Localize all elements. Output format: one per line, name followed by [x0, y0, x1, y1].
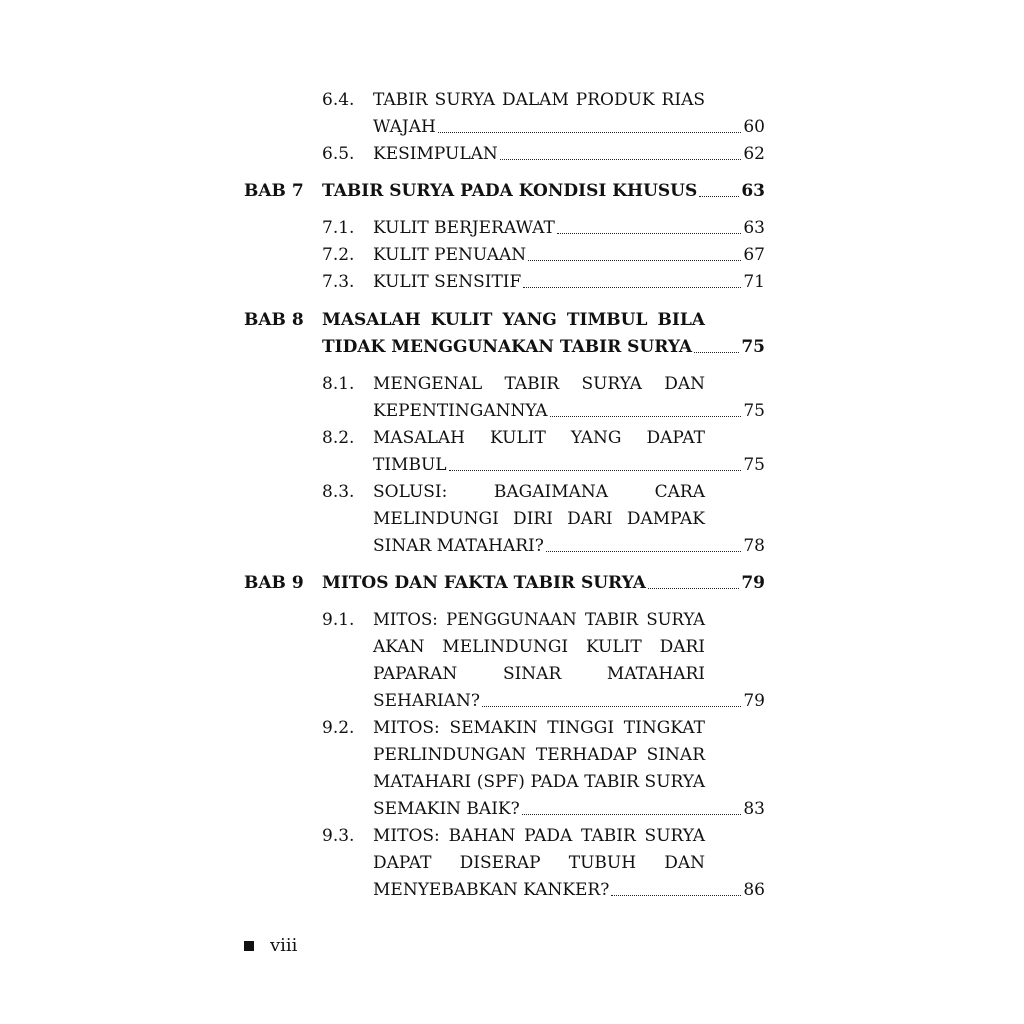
section-number: 9.2. [322, 718, 355, 738]
section-number: 7.2. [322, 245, 355, 265]
chapter-title-line: TIDAK MENGGUNAKAN TABIR SURYA [322, 337, 693, 357]
section-title-leader [373, 243, 765, 267]
section-title-line: MITOS: SEMAKIN TINGGI TINGKAT [373, 718, 705, 738]
chapter-label: BAB 9 [244, 573, 304, 593]
dot-leader [528, 260, 741, 261]
section-title-leader [373, 399, 765, 423]
section-title-line: AKAN MELINDUNGI KULIT DARI [373, 637, 705, 657]
section-number: 6.4. [322, 90, 355, 110]
section-number: 6.5. [322, 144, 355, 164]
chapter-title: TABIR SURYA PADA KONDISI KHUSUS [322, 181, 698, 201]
section-title-leader [373, 142, 765, 166]
section-number: 7.3. [322, 272, 355, 292]
section-title: KULIT PENUAAN [373, 245, 527, 265]
square-bullet-icon [244, 941, 254, 951]
section-number: 7.1. [322, 218, 355, 238]
chapter-title: MITOS DAN FAKTA TABIR SURYA [322, 573, 646, 593]
dot-leader [611, 895, 741, 896]
section-title-line: SEHARIAN? [373, 691, 480, 711]
page-number: 79 [741, 573, 765, 593]
dot-leader [482, 706, 741, 707]
chapter-title-leader [322, 179, 765, 203]
section-number: 8.2. [322, 428, 355, 448]
section-title-leader [373, 689, 765, 713]
dot-leader [694, 352, 739, 353]
page-number: 60 [743, 117, 765, 137]
page-number: 63 [741, 181, 765, 201]
section-title-line: SOLUSI: BAGAIMANA CARA [373, 482, 705, 502]
section-title-line: MITOS: PENGGUNAAN TABIR SURYA [373, 610, 705, 629]
section-title-line: TABIR SURYA DALAM PRODUK RIAS [373, 90, 705, 110]
section-title-leader [373, 270, 765, 294]
section-title-line: MASALAH KULIT YANG DAPAT [373, 428, 705, 448]
dot-leader [500, 159, 742, 160]
page-number: 75 [743, 401, 765, 421]
page-number: 79 [743, 691, 765, 711]
dot-leader [522, 814, 742, 815]
page-number: 75 [741, 337, 765, 357]
section-number: 9.3. [322, 826, 355, 846]
section-title-leader [373, 878, 765, 902]
section-number: 8.3. [322, 482, 355, 502]
page-number: 75 [743, 455, 765, 475]
page-number: 86 [743, 880, 765, 900]
section-title-line: WAJAH [373, 117, 436, 137]
footer-page-number: viii [270, 935, 298, 956]
section-title-leader [373, 797, 765, 821]
dot-leader [546, 551, 741, 552]
section-number: 9.1. [322, 610, 355, 630]
section-title: KESIMPULAN [373, 144, 498, 164]
page-number: 67 [743, 245, 765, 265]
section-title-leader [373, 216, 765, 240]
section-title: KULIT BERJERAWAT [373, 218, 555, 238]
section-title-leader [373, 453, 765, 477]
chapter-label: BAB 7 [244, 181, 304, 201]
section-title-line: PAPARAN SINAR MATAHARI [373, 664, 705, 684]
section-title-line: TIMBUL [373, 455, 447, 475]
section-title-line: DAPAT DISERAP TUBUH DAN [373, 853, 705, 873]
section-title-leader [373, 534, 765, 558]
section-title-line: PERLINDUNGAN TERHADAP SINAR [373, 745, 705, 765]
chapter-title-leader [322, 571, 765, 595]
page-number: 62 [743, 144, 765, 164]
section-title-line: SINAR MATAHARI? [373, 536, 544, 556]
dot-leader [523, 287, 741, 288]
chapter-title-line: MASALAH KULIT YANG TIMBUL BILA [322, 310, 705, 330]
page-number: 63 [743, 218, 765, 238]
dot-leader [550, 416, 742, 417]
chapter-title-leader [322, 335, 765, 359]
section-title-leader [373, 115, 765, 139]
dot-leader [557, 233, 742, 234]
dot-leader [449, 470, 742, 471]
section-title-line: MATAHARI (SPF) PADA TABIR SURYA [373, 772, 705, 792]
section-title-line: MENGENAL TABIR SURYA DAN [373, 374, 705, 394]
section-title-line: SEMAKIN BAIK? [373, 799, 520, 819]
section-title: KULIT SENSITIF [373, 272, 522, 292]
page-number: 78 [743, 536, 765, 556]
section-title-line: MITOS: BAHAN PADA TABIR SURYA [373, 826, 705, 846]
page-number: 83 [743, 799, 765, 819]
page-number: 71 [743, 272, 765, 292]
section-title-line: MELINDUNGI DIRI DARI DAMPAK [373, 509, 705, 529]
dot-leader [648, 588, 739, 589]
dot-leader [438, 132, 742, 133]
dot-leader [699, 196, 739, 197]
section-title-line: MENYEBABKAN KANKER? [373, 880, 610, 900]
chapter-label: BAB 8 [244, 310, 304, 330]
section-number: 8.1. [322, 374, 355, 394]
section-title-line: KEPENTINGANNYA [373, 401, 548, 421]
